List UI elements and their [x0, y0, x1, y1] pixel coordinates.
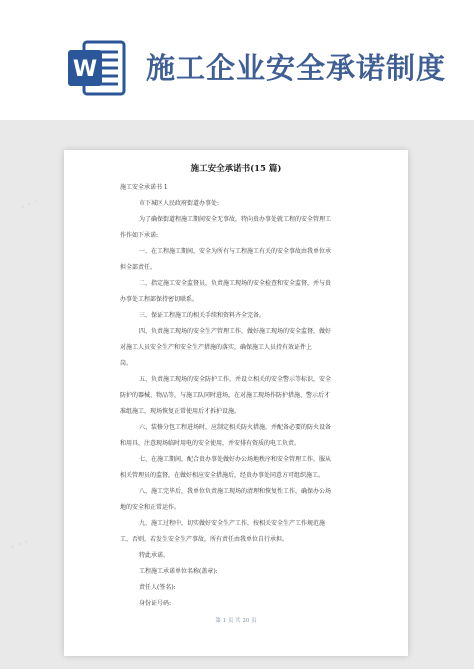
paragraph-line: 和用具，注意现场临时用电的安全使用，并安排有资质的电工负责。	[120, 440, 301, 447]
paragraph-line: 八、施工完毕后，我单位负责施工现场的清理和恢复性工作，确保办公场	[139, 488, 332, 495]
paragraph-line: 四、负责施工现场的安全生产管理工作，做好施工现场的安全监督，做好	[139, 328, 332, 335]
paragraph-line: 准组施工，现场恢复正常使用后才拆护设施。	[120, 408, 241, 415]
paragraph-line: 岗。	[120, 360, 133, 367]
paragraph-line: 工，否则，若发生安全生产事故，所有责任由我单位自行承担。	[120, 536, 289, 543]
paragraph-line: 对施工人员安全生产和安全生产措施的落实，确保施工人员持有效证件上	[120, 344, 313, 351]
addressee-line: 市下城区人民政府街道办事处:	[139, 200, 220, 207]
signature-company-line: 工程施工承诺单位名称(盖章):	[139, 568, 218, 575]
word-icon-letter: W	[72, 57, 98, 82]
page-footer: 第 1 页 共 20 页	[215, 618, 257, 624]
paragraph-line: 五、负责施工现场的安全防护工作，并设立相关的安全警示等标识，安全	[139, 376, 332, 383]
paragraph-line: 三、保证工程施工的相关手续和资料齐全完备。	[139, 312, 266, 319]
paragraph-line: 担全部责任。	[120, 264, 157, 271]
paragraph-line: 二、指定施工安全监督员，负责施工现场的安全检查和安全监督，并与贵	[139, 280, 332, 287]
word-document-icon	[64, 36, 128, 100]
paragraph-line: 为了确保街道程施工期间安全无事故，特向贵办事处就工程的安全管理工	[139, 216, 332, 223]
signature-id-line: 身份证号码:	[139, 600, 172, 607]
section-heading: 施工安全承诺书 1	[120, 184, 168, 191]
paragraph-line: 相关管理员的监督，在做好相应安全措施后，经贵办事处同意方可组织施工。	[120, 472, 325, 479]
watermark: • • •	[9, 536, 31, 553]
paragraph-line: 作作如下承诺:	[120, 232, 159, 239]
document-banner	[0, 0, 474, 120]
paragraph-line: 七、在施工期间，配合贵办事处做好办公场地秩序和安全管理工作，服从	[139, 456, 332, 463]
closing-line: 特此承诺。	[139, 552, 170, 559]
signature-person-line: 责任人(签名):	[139, 584, 176, 591]
paragraph-line: 六、装修分包工程进场时，应制定相关防火措施，并配备必要的防火设备	[139, 424, 332, 431]
paragraph-line: 地的安全和正常运作。	[120, 504, 181, 511]
paragraph-line: 防护的器械、物品等，与施工队同时进场，在对施工现场作防护措施、警示后才	[120, 392, 331, 399]
document-page	[64, 150, 408, 656]
paragraph-line: 一、在工程施工期间，安全为所有与工程施工有关的安全事故由我单位承	[139, 248, 332, 255]
watermark: • • •	[19, 196, 41, 213]
paragraph-line: 办事处工程部保持密切联系。	[120, 296, 199, 303]
document-title: 施工安全承诺书(15 篇)	[190, 164, 282, 174]
paragraph-line: 九、施工过程中，切实做好安全生产工作，按相关安全生产工作规范施	[139, 520, 326, 527]
banner-title: 施工企业安全承诺制度	[146, 51, 447, 85]
